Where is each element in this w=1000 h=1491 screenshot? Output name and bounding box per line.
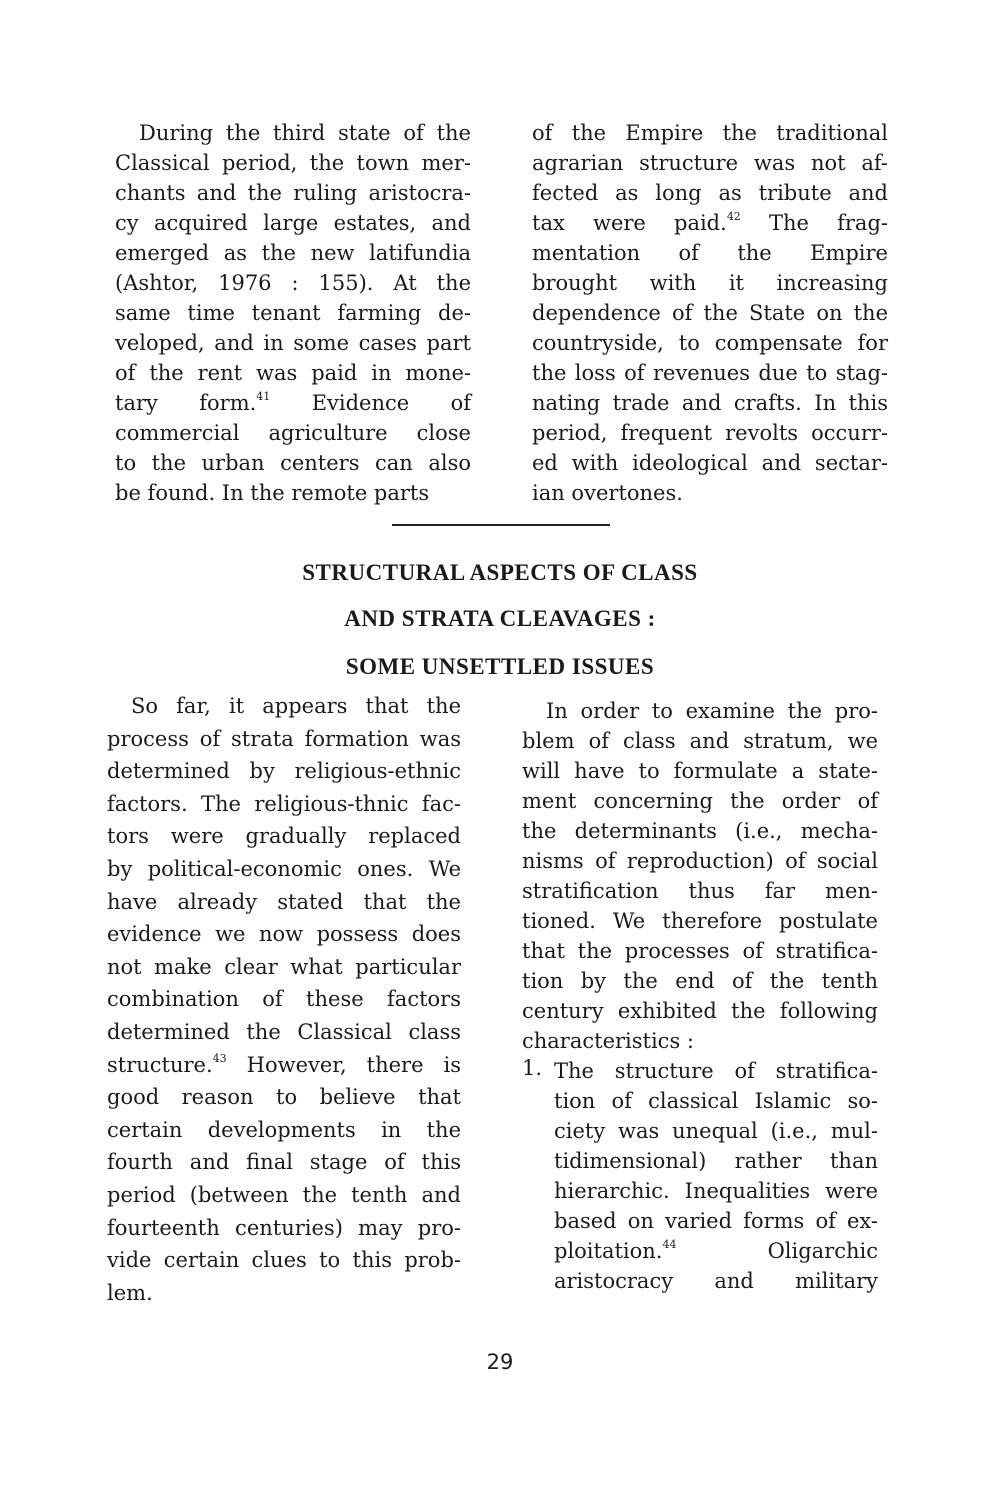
text-line: nisms of reproduction) of social: [522, 849, 878, 873]
footnote-ref-44: 44: [662, 1238, 677, 1251]
text-line: [554, 1236, 878, 1266]
text-line: aristocracy and military: [554, 1269, 878, 1293]
text-segment: Oligarchic: [767, 1239, 878, 1263]
text-line: commercial agriculture close: [115, 421, 471, 445]
text-line: countryside, to compensate for: [532, 331, 888, 355]
text-line: evidence we now possess does: [107, 922, 461, 947]
text-line: not make clear what particular: [107, 954, 461, 979]
text-line: by political-economic ones. We: [107, 856, 461, 881]
text-line: emerged as the new latifundia: [115, 241, 471, 265]
text-line: ian overtones.: [532, 481, 683, 505]
text-line: of the Empire the traditional: [532, 121, 888, 145]
text-line: tioned. We therefore postulate: [522, 909, 878, 933]
bottom-right-column: [522, 696, 878, 1296]
text-segment: tary form.: [115, 391, 257, 415]
text-line: (Ashtor, 1976 : 155). At the: [115, 271, 471, 295]
text-line: fected as long as tribute and: [532, 181, 888, 205]
text-line: determined by religious-ethnic: [107, 759, 461, 784]
text-line: determined the Classical class: [107, 1019, 461, 1044]
text-line: have already stated that the: [107, 889, 461, 914]
text-line: In order to examine the pro-: [546, 699, 878, 723]
text-line: blem of class and stratum, we: [522, 729, 878, 753]
text-line: ed with ideological and sectar-: [532, 451, 888, 475]
text-line: ciety was unequal (i.e., mul-: [554, 1119, 878, 1143]
text-line: certain developments in the: [107, 1117, 461, 1142]
text-line: good reason to believe that: [107, 1085, 461, 1110]
footnote-ref-41: 41: [256, 390, 271, 403]
top-right-column: [532, 118, 888, 508]
bottom-left-column: [107, 690, 461, 1309]
text-line: period (between the tenth and: [107, 1182, 461, 1207]
text-line: that the processes of stratifica-: [522, 939, 878, 963]
text-line: of the rent was paid in mone-: [115, 361, 471, 385]
text-line: [107, 1049, 461, 1082]
text-line: based on varied forms of ex-: [554, 1209, 878, 1233]
text-line: vide certain clues to this prob-: [107, 1248, 461, 1273]
list-item-number: 1.: [522, 1056, 543, 1080]
section-heading-line-1: STRUCTURAL ASPECTS OF CLASS: [302, 560, 698, 585]
text-line: tion by the end of the tenth: [522, 969, 878, 993]
text-line: stratification thus far men-: [522, 879, 878, 903]
text-segment: The frag-: [768, 211, 888, 235]
text-line: process of strata formation was: [107, 726, 461, 751]
text-line: will have to formulate a state-: [522, 759, 878, 783]
text-segment: tax were paid.: [532, 211, 727, 235]
text-segment: However, there is: [246, 1052, 461, 1077]
text-segment: Evidence of: [311, 391, 471, 415]
text-line: hierarchic. Inequalities were: [554, 1179, 878, 1203]
text-line: fourteenth centuries) may pro-: [107, 1215, 461, 1240]
text-line: nating trade and crafts. In this: [532, 391, 888, 415]
page-number: 29: [486, 1350, 514, 1374]
text-segment: structure.: [107, 1052, 213, 1077]
text-line: fourth and final stage of this: [107, 1150, 461, 1175]
section-heading-line-2: AND STRATA CLEAVAGES :: [344, 606, 656, 631]
text-line: brought with it increasing: [532, 271, 888, 295]
top-left-column: [115, 118, 471, 508]
text-line: the determinants (i.e., mecha-: [522, 819, 878, 843]
text-line: the loss of revenues due to stag-: [532, 361, 888, 385]
text-line: to the urban centers can also: [115, 451, 471, 475]
text-line: same time tenant farming de-: [115, 301, 471, 325]
text-line: mentation of the Empire: [532, 241, 888, 265]
text-line: tidimensional) rather than: [554, 1149, 878, 1173]
text-line: century exhibited the following: [522, 999, 878, 1023]
text-line: [115, 388, 471, 418]
section-heading-line-3: SOME UNSETTLED ISSUES: [345, 654, 655, 679]
text-line: be found. In the remote parts: [115, 481, 430, 505]
text-line: characteristics :: [522, 1029, 694, 1053]
text-line: [532, 208, 888, 238]
text-line: The structure of stratifica-: [554, 1059, 878, 1083]
text-line: factors. The religious-thnic fac-: [107, 791, 461, 816]
text-line: combination of these factors: [107, 987, 461, 1012]
footnote-ref-42: 42: [726, 210, 741, 223]
text-line: lem.: [107, 1280, 153, 1305]
text-line: Classical period, the town mer-: [115, 151, 471, 175]
text-line: dependence of the State on the: [532, 301, 888, 325]
text-segment: ploitation.: [554, 1239, 663, 1263]
text-line: ment concerning the order of: [522, 789, 878, 813]
text-line: So far, it appears that the: [131, 694, 461, 718]
text-line: veloped, and in some cases part: [115, 331, 471, 355]
footnote-ref-43: 43: [212, 1051, 227, 1065]
text-line: agrarian structure was not af-: [532, 151, 888, 175]
text-line: cy acquired large estates, and: [115, 211, 471, 235]
list-item: [522, 1056, 878, 1296]
text-line: chants and the ruling aristocra-: [115, 181, 471, 205]
section-divider: [392, 524, 610, 526]
text-line: tion of classical Islamic so-: [554, 1089, 878, 1113]
text-line: During the third state of the: [139, 121, 471, 145]
text-line: tors were gradually replaced: [107, 824, 461, 849]
text-line: period, frequent revolts occurr-: [532, 421, 888, 445]
